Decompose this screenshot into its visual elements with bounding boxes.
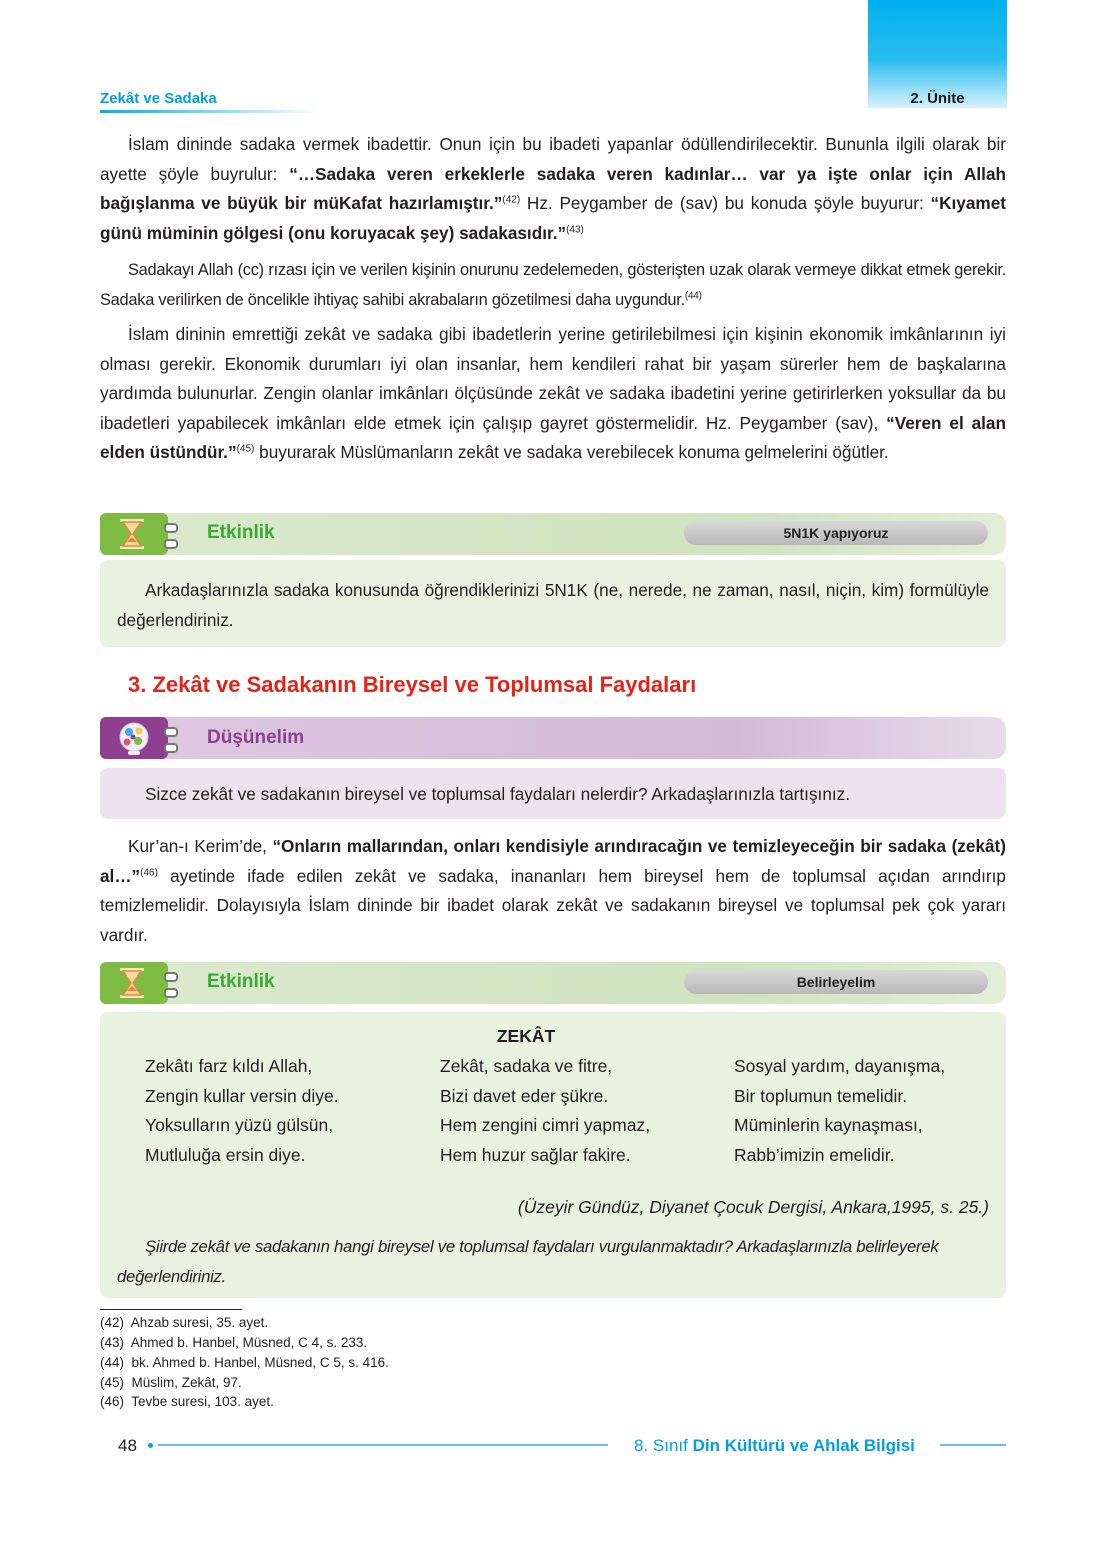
- poem-title: ZEKÂT: [496, 1026, 556, 1046]
- footnote-ref: (44): [684, 290, 702, 302]
- paragraph-2: [100, 256, 1006, 315]
- footer-grade: 8. Sınıf: [634, 1436, 693, 1455]
- poem-line: Zekâtı farz kıldı Allah,: [145, 1056, 313, 1076]
- poem-line: Sosyal yardım, dayanışma,: [734, 1056, 946, 1076]
- hourglass-icon: [100, 962, 168, 1004]
- footer-line-left: [158, 1444, 608, 1446]
- section-title: 3. Zekât ve Sadakanın Bireysel ve Toplumsal Faydaları: [128, 672, 697, 697]
- footnote-42: [100, 1314, 268, 1331]
- binder-ring-icon: [162, 962, 176, 1004]
- paragraph-text: buyurarak Müslümanların zekât ve sadaka verebilecek konuma gelmelerini öğütler.: [254, 442, 889, 462]
- activity-tag: 5N1K yapıyoruz: [684, 521, 988, 545]
- footnote-ref: (42): [502, 194, 521, 206]
- paragraph-3: [100, 320, 1006, 468]
- think-icon-box: [100, 717, 168, 759]
- poem-stanza-3: [734, 1052, 996, 1170]
- footnote-number: (45): [100, 1375, 125, 1390]
- paragraph-text: ayetinde ifade edilen zekât ve sadaka, inananları hem bireysel hem de toplumsal açıdan arındırıp temizlemelidir. Dolayısıyla İslam dininde bir ibadet olarak zekât ve sadakanın bireysel ve toplumsal pek çok yararı vardır.: [100, 865, 1006, 945]
- poem-line: Bir toplumun temelidir.: [734, 1085, 908, 1106]
- brain-puzzle-icon: [100, 717, 168, 759]
- poem-line: Zengin kullar versin diye.: [145, 1085, 339, 1106]
- poem-line: Zekât, sadaka ve fitre,: [440, 1056, 613, 1076]
- activity-title: Etkinlik: [207, 522, 275, 543]
- footnote-43: [100, 1334, 367, 1351]
- activity-icon-box: [100, 513, 168, 555]
- activity-tag: Belirleyelim: [684, 970, 988, 994]
- activity-question: [117, 1232, 989, 1291]
- footnote-text: Müslim, Zekât, 97.: [131, 1375, 242, 1390]
- footnote-number: (44): [100, 1355, 125, 1370]
- verse-quote: “Onların mallarından, onları kendisiyle arındıracağın ve temizleyeceğin bir sadaka (zekât) al…”: [100, 836, 1007, 886]
- paragraph-4: [100, 832, 1006, 950]
- verse-quote: “…Sadaka veren erkeklerle sadaka veren kadınlar… var ya işte onlar için Allah bağışlanma ve büyük bir müKafat hazırlamıştır.”: [100, 163, 1007, 213]
- page-number: 48: [118, 1436, 137, 1455]
- binder-ring-icon: [162, 513, 176, 555]
- footnote-text: Ahzab suresi, 35. ayet.: [130, 1315, 269, 1330]
- footer-dot: [148, 1443, 153, 1448]
- hadith-quote: “Kıyamet günü müminin gölgesi (onu koruyacak şey) sadakasıdır.”: [100, 193, 1006, 243]
- paragraph-text: İslam dininde sadaka vermek ibadettir. Onun için bu ibadeti yapanlar ödüllendirilecektir. Bununla ilgili olarak bir ayette şöyle buyrulur:: [100, 134, 1006, 184]
- activity-instruction: Arkadaşlarınızla sadaka konusunda öğrendiklerinizi 5N1K (ne, nerede, ne zaman, nasıl, niçin, kim) formülüyle değerlendiriniz.: [117, 580, 989, 630]
- poem-line: Hem zengini cimri yapmaz,: [440, 1115, 651, 1135]
- unit-label: 2. Ünite: [910, 90, 965, 107]
- poem-stanza-1: [145, 1052, 425, 1170]
- footnote-text: Ahmed b. Hanbel, Müsned, C 4, s. 233.: [130, 1335, 368, 1350]
- think-question: Sizce zekât ve sadakanın bireysel ve toplumsal faydaları nelerdir? Arkadaşlarınızla tartışınız.: [145, 784, 851, 804]
- hadith-quote: “Veren el alan elden üstündür.”: [100, 412, 1006, 462]
- activity-icon-box: [100, 962, 168, 1004]
- footnote-44: [100, 1354, 389, 1371]
- footnote-rule: [100, 1309, 242, 1310]
- footnote-text: bk. Ahmed b. Hanbel, Müsned, C 5, s. 416.: [131, 1355, 389, 1370]
- footnote-46: [100, 1393, 274, 1410]
- think-title: Düşünelim: [207, 727, 305, 748]
- footnote-ref: (46): [140, 866, 158, 878]
- poem-line: Hem huzur sağlar fakire.: [440, 1144, 631, 1165]
- topic-underline: [100, 110, 320, 113]
- poem-line: Bizi davet eder şükre.: [440, 1085, 609, 1106]
- poem-line: Yoksulların yüzü gülsün,: [145, 1115, 334, 1135]
- footnote-number: (42): [100, 1315, 125, 1330]
- footnote-number: (43): [100, 1335, 125, 1350]
- footnote-text: Tevbe suresi, 103. ayet.: [131, 1394, 274, 1409]
- activity-text: [117, 576, 989, 635]
- footnote-45: [100, 1374, 242, 1391]
- activity-instruction: Şiirde zekât ve sadakanın hangi bireysel ve toplumsal faydaları vurgulanmaktadır? Arkadaşlarınızla belirleyerek değerlendiriniz.: [117, 1237, 939, 1286]
- poem-source: (Üzeyir Gündüz, Diyanet Çocuk Dergisi, Ankara,1995, s. 25.): [517, 1197, 989, 1217]
- footer-book-title: [634, 1436, 915, 1456]
- think-text: [117, 780, 989, 810]
- hourglass-icon: [100, 513, 168, 555]
- topic-label: Zekât ve Sadaka: [100, 90, 217, 107]
- paragraph-1: [100, 130, 1006, 248]
- poem-line: Müminlerin kaynaşması,: [734, 1115, 923, 1135]
- footnote-ref: (45): [236, 443, 255, 455]
- poem-stanza-2: [440, 1052, 720, 1170]
- footnote-number: (46): [100, 1394, 125, 1409]
- footer-line-right: [940, 1444, 1006, 1446]
- paragraph-text: Kur’an-ı Kerim’de,: [128, 836, 273, 856]
- paragraph-text: İslam dininin emrettiği zekât ve sadaka gibi ibadetlerin yerine getirilebilmesi için kişinin ekonomik imkânlarının iyi olması gerekir. Ekonomik durumları iyi olan insanlar, hem kendileri rahat bir yaşam sürerler hem de başkalarına yardımda bulunurlar. Zengin olanlar imkânları ölçüsünde zekât ve sadaka ibadetini yerine getirirlerken yoksullar da bu ibadetleri yapabilecek imkânları elde etmek için çalışıp gayret göstermelidir. Hz. Peygamber (sav),: [100, 324, 1006, 433]
- binder-ring-icon: [162, 717, 176, 759]
- footer-book: Din Kültürü ve Ahlak Bilgisi: [692, 1436, 915, 1455]
- paragraph-text: Sadakayı Allah (cc) rızası için ve verilen kişinin onurunu zedelemeden, gösterişten uzak olarak vermeye dikkat etmek gerekir. Sadaka verilirken de öncelikle ihtiyaç sahibi akrabaların gözetilmesi daha uygundur.: [100, 261, 1006, 309]
- paragraph-text: Hz. Peygamber de (sav) bu konuda şöyle buyurur:: [520, 193, 931, 213]
- footnote-ref: (43): [566, 223, 584, 235]
- activity-title: Etkinlik: [207, 971, 275, 992]
- poem-line: Rabb’imizin emelidir.: [734, 1144, 895, 1165]
- poem-line: Mutluluğa ersin diye.: [145, 1144, 306, 1165]
